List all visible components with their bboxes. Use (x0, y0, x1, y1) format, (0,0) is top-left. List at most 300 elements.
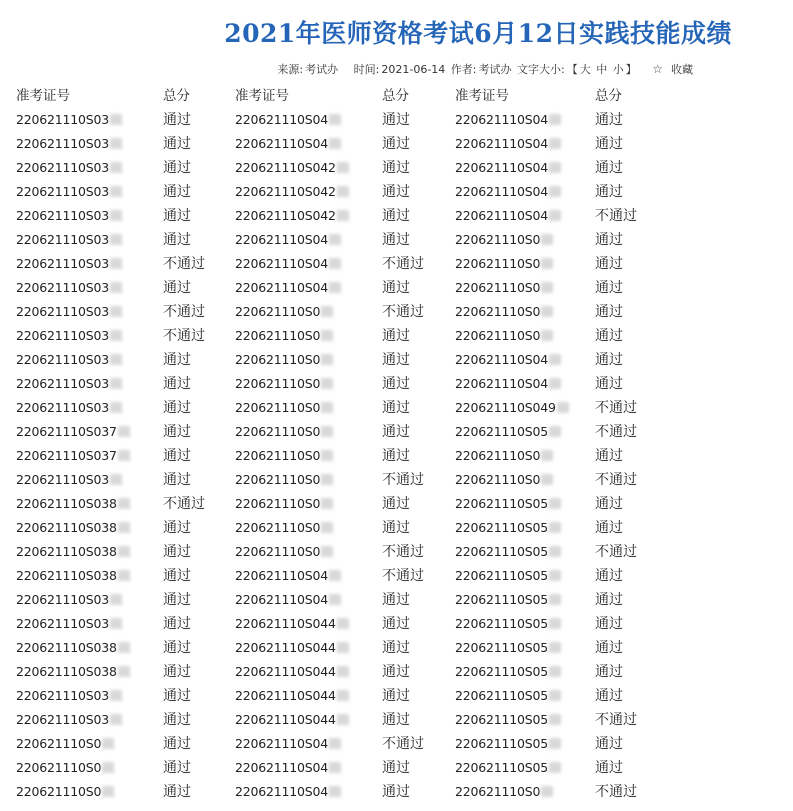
exam-id-text: 220621110S04 (235, 760, 329, 775)
result-cell: 通过 (163, 712, 191, 728)
exam-id-cell (455, 252, 553, 276)
exam-id-cell (16, 180, 122, 204)
redacted-digits (110, 354, 122, 365)
result-cell: 通过 (595, 568, 623, 584)
result-cell: 通过 (595, 304, 623, 320)
redacted-digits (110, 114, 122, 125)
exam-id-cell (235, 324, 333, 348)
redacted-digits (329, 570, 341, 581)
redacted-digits (329, 594, 341, 605)
redacted-digits (549, 546, 561, 557)
exam-id-cell (455, 660, 561, 684)
exam-id-text: 220621110S0 (16, 736, 102, 751)
exam-id-text: 220621110S0 (235, 328, 321, 343)
result-cell: 通过 (595, 616, 623, 632)
redacted-digits (110, 162, 122, 173)
redacted-digits (549, 186, 561, 197)
exam-id-cell (235, 660, 349, 684)
result-cell: 不通过 (595, 208, 637, 224)
exam-id-text: 220621110S03 (16, 616, 110, 631)
exam-id-cell (16, 564, 130, 588)
exam-id-text: 220621110S04 (235, 232, 329, 247)
redacted-digits (321, 354, 333, 365)
exam-id-text: 220621110S04 (455, 208, 549, 223)
exam-id-text: 220621110S05 (455, 568, 549, 583)
result-cell: 通过 (382, 328, 410, 344)
exam-id-text: 220621110S0 (455, 232, 541, 247)
header-score-3: 总分 (595, 88, 622, 104)
exam-id-cell (455, 324, 553, 348)
exam-id-text: 220621110S05 (455, 640, 549, 655)
exam-id-text: 220621110S03 (16, 592, 110, 607)
result-cell: 通过 (595, 280, 623, 296)
exam-id-cell (16, 444, 130, 468)
source-value: 考试办 (305, 63, 339, 76)
result-cell: 通过 (382, 664, 410, 680)
exam-id-cell (16, 372, 122, 396)
result-cell: 不通过 (595, 544, 637, 560)
redacted-digits (329, 258, 341, 269)
result-cell: 通过 (163, 736, 191, 752)
exam-id-text: 220621110S042 (235, 184, 336, 199)
exam-id-text: 220621110S0 (455, 280, 541, 295)
exam-id-text: 220621110S0 (235, 376, 321, 391)
exam-id-cell (16, 156, 122, 180)
table-row (0, 420, 793, 444)
table-body (0, 108, 793, 804)
page-title: 2021年医师资格考试6月12日实践技能成绩 (224, 19, 732, 48)
bracket-close: 】 (625, 63, 637, 76)
redacted-digits (541, 258, 553, 269)
result-cell: 不通过 (382, 568, 424, 584)
redacted-digits (102, 762, 114, 773)
exam-id-text: 220621110S05 (455, 712, 549, 727)
exam-id-text: 220621110S0 (235, 304, 321, 319)
exam-id-cell (235, 396, 333, 420)
result-cell: 通过 (163, 208, 191, 224)
exam-id-cell (455, 180, 561, 204)
redacted-digits (549, 522, 561, 533)
exam-id-cell (235, 348, 333, 372)
redacted-digits (549, 354, 561, 365)
header-exam-id-2: 准考证号 (235, 88, 289, 104)
redacted-digits (549, 570, 561, 581)
exam-id-cell (235, 492, 333, 516)
result-cell: 通过 (595, 160, 623, 176)
result-cell: 通过 (163, 136, 191, 152)
result-cell: 通过 (595, 760, 623, 776)
exam-id-text: 220621110S038 (16, 544, 117, 559)
result-cell: 通过 (382, 448, 410, 464)
redacted-digits (118, 426, 130, 437)
redacted-digits (541, 330, 553, 341)
exam-id-text: 220621110S0 (235, 448, 321, 463)
result-cell: 通过 (382, 424, 410, 440)
redacted-digits (549, 210, 561, 221)
result-cell: 通过 (382, 616, 410, 632)
exam-id-cell (455, 468, 553, 492)
font-size-medium-link[interactable]: 中 (596, 63, 608, 76)
table-row (0, 588, 793, 612)
exam-id-text: 220621110S03 (16, 712, 110, 727)
exam-id-cell (235, 708, 349, 732)
table-row (0, 324, 793, 348)
redacted-digits (110, 594, 122, 605)
exam-id-cell (16, 300, 122, 324)
header-score-1: 总分 (163, 88, 190, 104)
result-cell: 通过 (595, 688, 623, 704)
exam-id-text: 220621110S03 (16, 328, 110, 343)
result-cell: 不通过 (382, 472, 424, 488)
result-cell: 通过 (595, 256, 623, 272)
exam-id-cell (16, 108, 122, 132)
exam-id-cell (455, 564, 561, 588)
redacted-digits (118, 450, 130, 461)
favorite-label: 收藏 (671, 63, 693, 76)
exam-id-text: 220621110S04 (455, 160, 549, 175)
table-row (0, 708, 793, 732)
redacted-digits (541, 282, 553, 293)
result-cell: 通过 (595, 520, 623, 536)
exam-id-text: 220621110S044 (235, 640, 336, 655)
table-row (0, 540, 793, 564)
exam-id-text: 220621110S04 (235, 568, 329, 583)
exam-id-text: 220621110S044 (235, 664, 336, 679)
author-value: 考试办 (478, 63, 512, 76)
result-cell: 通过 (382, 520, 410, 536)
exam-id-cell (16, 492, 130, 516)
table-row (0, 732, 793, 756)
table-row (0, 660, 793, 684)
exam-id-text: 220621110S0 (455, 328, 541, 343)
exam-id-text: 220621110S03 (16, 232, 110, 247)
redacted-digits (549, 642, 561, 653)
redacted-digits (321, 498, 333, 509)
exam-id-cell (455, 108, 561, 132)
redacted-digits (549, 498, 561, 509)
exam-id-text: 220621110S04 (455, 376, 549, 391)
table-row (0, 516, 793, 540)
exam-id-cell (16, 132, 122, 156)
exam-id-text: 220621110S05 (455, 544, 549, 559)
exam-id-text: 220621110S03 (16, 688, 110, 703)
table-row (0, 156, 793, 180)
redacted-digits (110, 234, 122, 245)
table-row (0, 348, 793, 372)
exam-id-text: 220621110S0 (235, 400, 321, 415)
table-row (0, 204, 793, 228)
exam-id-cell (455, 732, 561, 756)
result-cell: 不通过 (382, 256, 424, 272)
exam-id-cell (16, 276, 122, 300)
table-row (0, 492, 793, 516)
result-cell: 通过 (163, 784, 191, 800)
exam-id-cell (455, 348, 561, 372)
exam-id-text: 220621110S044 (235, 712, 336, 727)
result-cell: 通过 (595, 136, 623, 152)
exam-id-cell (455, 132, 561, 156)
exam-id-text: 220621110S05 (455, 688, 549, 703)
redacted-digits (329, 738, 341, 749)
table-row (0, 612, 793, 636)
exam-id-cell (455, 396, 569, 420)
result-cell: 通过 (595, 592, 623, 608)
exam-id-text: 220621110S0 (16, 760, 102, 775)
exam-id-text: 220621110S03 (16, 136, 110, 151)
redacted-digits (541, 450, 553, 461)
result-cell: 通过 (163, 280, 191, 296)
redacted-digits (549, 594, 561, 605)
exam-id-cell (235, 468, 333, 492)
exam-id-text: 220621110S038 (16, 640, 117, 655)
redacted-digits (110, 474, 122, 485)
table-row (0, 228, 793, 252)
exam-id-cell (455, 540, 561, 564)
exam-id-cell (16, 588, 122, 612)
exam-id-cell (235, 204, 349, 228)
exam-id-cell (235, 156, 349, 180)
exam-id-text: 220621110S03 (16, 184, 110, 199)
font-size-label: 文字大小: (517, 63, 565, 76)
redacted-digits (549, 762, 561, 773)
favorite-button[interactable] (650, 63, 693, 76)
exam-id-cell (455, 588, 561, 612)
redacted-digits (110, 618, 122, 629)
exam-id-cell (455, 444, 553, 468)
exam-id-text: 220621110S0 (235, 520, 321, 535)
exam-id-text: 220621110S03 (16, 376, 110, 391)
redacted-digits (549, 138, 561, 149)
result-cell: 通过 (163, 400, 191, 416)
exam-id-text: 220621110S0 (235, 472, 321, 487)
exam-id-cell (235, 444, 333, 468)
redacted-digits (337, 666, 349, 677)
exam-id-cell (235, 300, 333, 324)
table-row (0, 636, 793, 660)
exam-id-text: 220621110S0 (235, 352, 321, 367)
header-exam-id-3: 准考证号 (455, 88, 509, 104)
redacted-digits (110, 210, 122, 221)
exam-id-cell (16, 396, 122, 420)
exam-id-text: 220621110S03 (16, 400, 110, 415)
exam-id-cell (455, 276, 553, 300)
exam-id-text: 220621110S0 (455, 304, 541, 319)
exam-id-cell (16, 780, 114, 804)
exam-id-text: 220621110S0 (16, 784, 102, 799)
exam-id-cell (16, 204, 122, 228)
exam-id-cell (16, 708, 122, 732)
exam-id-cell (235, 780, 341, 804)
redacted-digits (118, 498, 130, 509)
exam-id-text: 220621110S05 (455, 592, 549, 607)
redacted-digits (549, 738, 561, 749)
exam-id-text: 220621110S04 (235, 256, 329, 271)
result-cell: 通过 (163, 376, 191, 392)
exam-id-text: 220621110S0 (455, 448, 541, 463)
redacted-digits (321, 330, 333, 341)
table-row (0, 276, 793, 300)
result-cell: 通过 (595, 736, 623, 752)
result-cell: 通过 (382, 136, 410, 152)
result-cell: 不通过 (163, 496, 205, 512)
result-cell: 不通过 (595, 472, 637, 488)
exam-id-cell (455, 300, 553, 324)
result-cell: 通过 (595, 328, 623, 344)
result-cell: 不通过 (595, 712, 637, 728)
exam-id-text: 220621110S042 (235, 208, 336, 223)
result-cell: 通过 (595, 112, 623, 128)
exam-id-cell (16, 420, 130, 444)
result-cell: 通过 (382, 592, 410, 608)
redacted-digits (549, 714, 561, 725)
redacted-digits (110, 714, 122, 725)
result-cell: 通过 (163, 352, 191, 368)
table-row (0, 396, 793, 420)
exam-id-text: 220621110S044 (235, 616, 336, 631)
exam-id-cell (16, 252, 122, 276)
source-label: 来源: (277, 63, 304, 76)
redacted-digits (549, 426, 561, 437)
result-cell: 通过 (382, 496, 410, 512)
exam-id-cell (455, 372, 561, 396)
result-cell: 通过 (382, 112, 410, 128)
exam-id-cell (235, 108, 341, 132)
bracket-open: 【 (566, 63, 578, 76)
exam-id-text: 220621110S05 (455, 736, 549, 751)
redacted-digits (329, 282, 341, 293)
exam-id-text: 220621110S03 (16, 160, 110, 175)
redacted-digits (118, 522, 130, 533)
redacted-digits (110, 258, 122, 269)
exam-id-cell (235, 252, 341, 276)
exam-id-text: 220621110S0 (455, 784, 541, 799)
exam-id-text: 220621110S049 (455, 400, 556, 415)
redacted-digits (337, 210, 349, 221)
redacted-digits (321, 450, 333, 461)
result-cell: 通过 (163, 520, 191, 536)
result-cell: 通过 (163, 424, 191, 440)
exam-id-text: 220621110S04 (235, 592, 329, 607)
result-cell: 通过 (595, 376, 623, 392)
redacted-digits (110, 186, 122, 197)
exam-id-text: 220621110S038 (16, 496, 117, 511)
redacted-digits (321, 546, 333, 557)
result-cell: 通过 (595, 640, 623, 656)
exam-id-cell (455, 156, 561, 180)
exam-id-text: 220621110S04 (455, 184, 549, 199)
exam-id-cell (455, 492, 561, 516)
exam-id-cell (455, 612, 561, 636)
result-cell: 通过 (595, 496, 623, 512)
result-cell: 通过 (163, 472, 191, 488)
exam-id-cell (455, 684, 561, 708)
exam-id-cell (235, 756, 341, 780)
result-cell: 通过 (163, 184, 191, 200)
redacted-digits (321, 474, 333, 485)
redacted-digits (321, 426, 333, 437)
exam-id-text: 220621110S0 (455, 472, 541, 487)
exam-id-text: 220621110S044 (235, 688, 336, 703)
exam-id-cell (235, 612, 349, 636)
exam-id-text: 220621110S038 (16, 664, 117, 679)
redacted-digits (549, 162, 561, 173)
exam-id-cell (455, 756, 561, 780)
result-cell: 通过 (163, 688, 191, 704)
result-cell: 通过 (382, 376, 410, 392)
redacted-digits (102, 738, 114, 749)
exam-id-text: 220621110S04 (235, 280, 329, 295)
exam-id-text: 220621110S04 (235, 112, 329, 127)
exam-id-cell (235, 132, 341, 156)
exam-id-text: 220621110S04 (455, 136, 549, 151)
table-row (0, 756, 793, 780)
exam-id-cell (16, 636, 130, 660)
redacted-digits (337, 186, 349, 197)
result-cell: 通过 (163, 232, 191, 248)
exam-id-text: 220621110S03 (16, 208, 110, 223)
exam-id-cell (235, 564, 341, 588)
exam-id-text: 220621110S03 (16, 304, 110, 319)
exam-id-text: 220621110S03 (16, 256, 110, 271)
exam-id-cell (16, 516, 130, 540)
exam-id-cell (16, 540, 130, 564)
table-row (0, 108, 793, 132)
result-cell: 不通过 (595, 400, 637, 416)
redacted-digits (118, 642, 130, 653)
exam-id-cell (235, 180, 349, 204)
exam-id-cell (235, 516, 333, 540)
result-cell: 通过 (163, 592, 191, 608)
result-cell: 通过 (163, 544, 191, 560)
result-cell: 通过 (595, 232, 623, 248)
font-size-large-link[interactable]: 大 (579, 63, 591, 76)
result-cell: 通过 (163, 448, 191, 464)
redacted-digits (337, 690, 349, 701)
exam-id-cell (16, 468, 122, 492)
redacted-digits (541, 306, 553, 317)
result-cell: 通过 (382, 232, 410, 248)
exam-id-cell (235, 372, 333, 396)
exam-id-cell (235, 540, 333, 564)
redacted-digits (321, 402, 333, 413)
result-cell: 不通过 (163, 256, 205, 272)
author-label: 作者: (450, 63, 477, 76)
font-size-small-link[interactable]: 小 (612, 63, 624, 76)
exam-id-cell (455, 204, 561, 228)
exam-id-text: 220621110S0 (235, 496, 321, 511)
redacted-digits (329, 786, 341, 797)
exam-id-text: 220621110S04 (455, 352, 549, 367)
exam-id-cell (16, 228, 122, 252)
exam-id-cell (235, 636, 349, 660)
exam-id-text: 220621110S042 (235, 160, 336, 175)
exam-id-cell (455, 636, 561, 660)
redacted-digits (110, 306, 122, 317)
redacted-digits (329, 234, 341, 245)
exam-id-text: 220621110S05 (455, 664, 549, 679)
redacted-digits (118, 546, 130, 557)
result-cell: 通过 (163, 640, 191, 656)
exam-id-text: 220621110S03 (16, 352, 110, 367)
result-cell: 不通过 (382, 544, 424, 560)
exam-id-cell (455, 708, 561, 732)
result-cell: 通过 (382, 760, 410, 776)
result-cell: 通过 (382, 280, 410, 296)
result-cell: 通过 (382, 352, 410, 368)
redacted-digits (321, 306, 333, 317)
result-cell: 通过 (382, 640, 410, 656)
result-cell: 不通过 (595, 784, 637, 800)
